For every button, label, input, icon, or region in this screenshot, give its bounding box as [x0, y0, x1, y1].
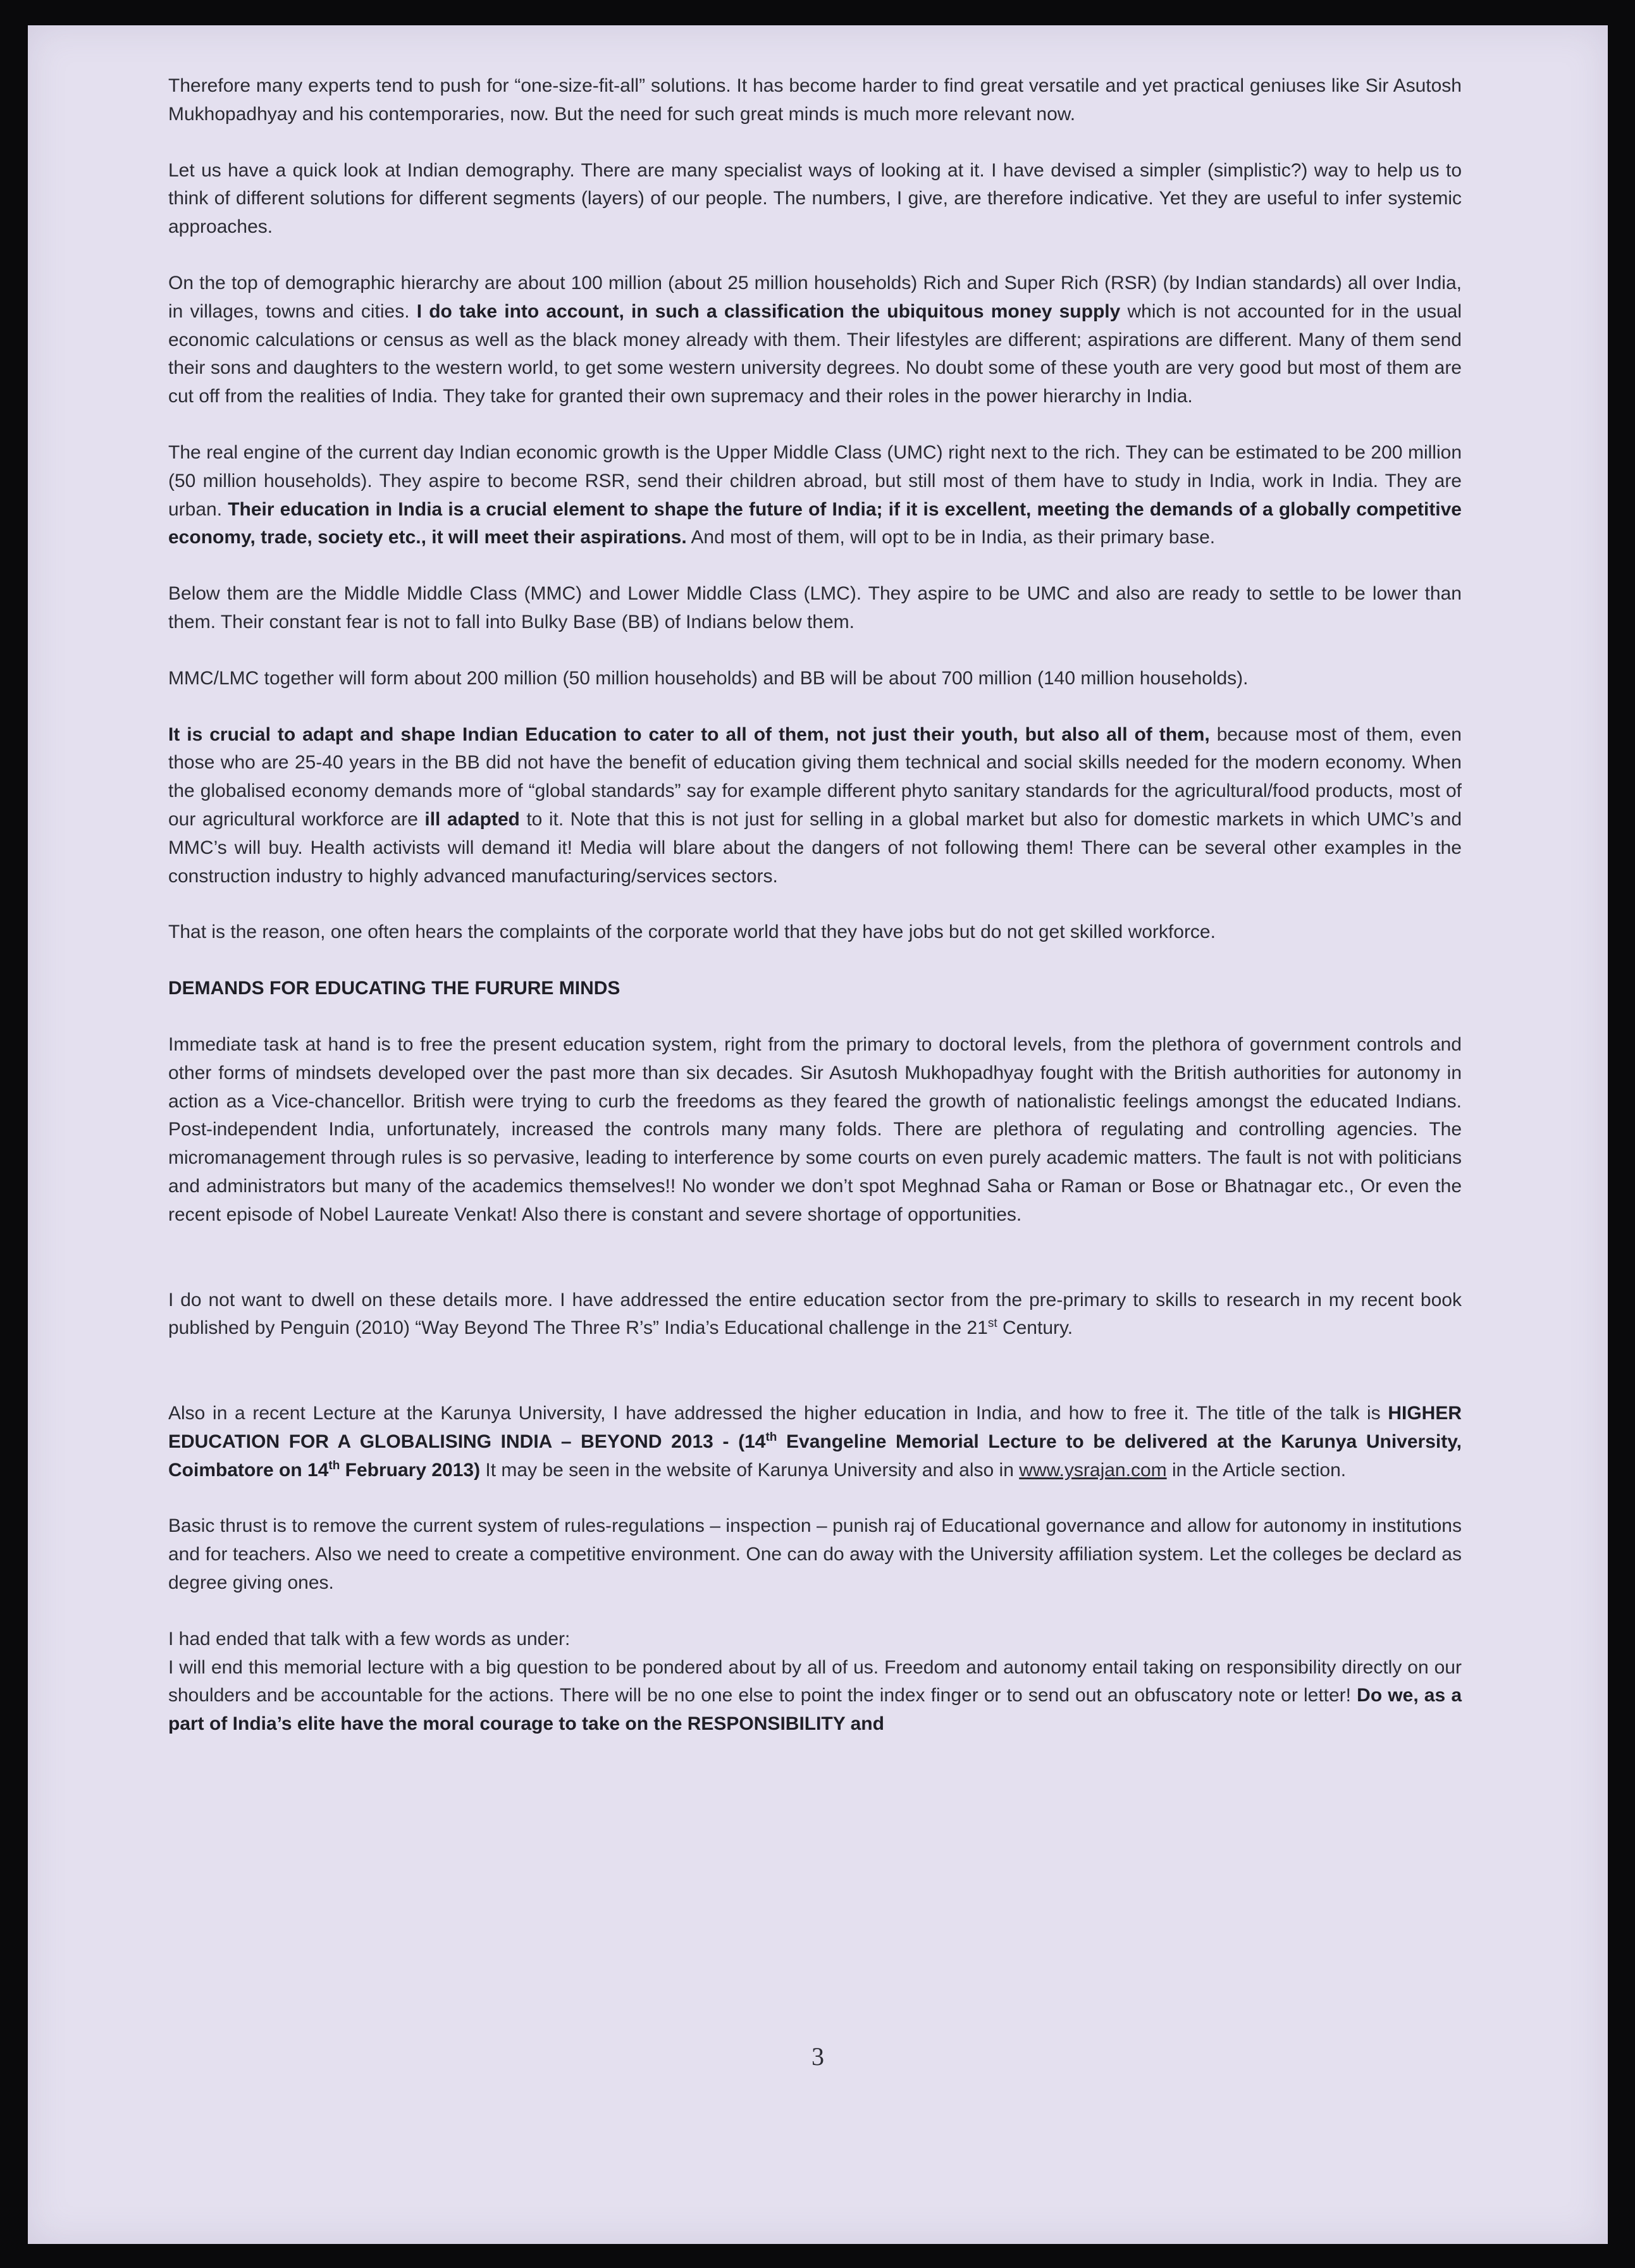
paragraph-one-size-fit-all: Therefore many experts tend to push for “one-size-fit-all” solutions. It has become harder to find great versatile and yet practical geniuses like Sir Asutosh Mukhopadhyay and his contemporaries, now. But the need for such great minds is much more relevant now. — [168, 75, 1462, 125]
paragraph-adapt-text-b: because most of them, even those who are 25-40 years in the BB did not have the benefit of education giving them technical and social skills needed for the modern economy. When the globalised economy demands more of “global standards” say for example different phyto sanitary standards for the agricultural/food products, most of our agricultural workforce are — [168, 724, 1462, 830]
section-heading: DEMANDS FOR EDUCATING THE FURURE MINDS — [168, 978, 620, 999]
superscript-th-one: th — [765, 1430, 777, 1444]
paragraph-karunya-bold-d: February 2013) — [340, 1459, 481, 1481]
paragraph-memorial-question — [168, 1654, 1462, 1739]
website-link[interactable]: www.ysrajan.com — [1019, 1459, 1167, 1481]
superscript-th-two: th — [328, 1458, 340, 1472]
paragraph-book-reference — [168, 1286, 1462, 1343]
document-body — [168, 72, 1462, 1766]
paragraph-adapt-text-d: to it. Note that this is not just for selling in a global market but also for domestic markets in which UMC’s and MMC’s will buy. Health activists will demand it! Media will blare about the dangers of not following them! There can be several other examples in the construction industry to highly advanced manufacturing/services sectors. — [168, 808, 1462, 887]
paragraph-demography: Let us have a quick look at Indian demography. There are many specialist ways of looking at it. I have devised a simpler (simplistic?) way to help us to think of different solutions for different segments (layers) of our people. The numbers, I give, are therefore indicative. Yet they are useful to infer systemic approaches. — [168, 159, 1462, 238]
paragraph-book-text-a: I do not want to dwell on these details more. I have addressed the entire education sector from the pre-primary to skills to research in my recent book published by Penguin (2010) “Way Beyond The Three R’s” India’s Educational challenge in the 21 — [168, 1289, 1462, 1339]
paragraph-karunya-text-e: It may be seen in the website of Karunya University and also in — [480, 1459, 1020, 1481]
paragraph-ended-talk: I had ended that talk with a few words as under: — [168, 1628, 571, 1649]
paragraph-immediate-task: Immediate task at hand is to free the present education system, right from the primary to doctoral levels, from the plethora of government controls and other forms of mindsets developed over the past more than six decades. Sir Asutosh Mukhopadhyay fought with the British authorities for autonomy in action as a Vice-chancellor. British were trying to curb the freedoms as they feared the growth of nationalistic feelings amongst the educated Indians. Post-independent India, unfortunately, increased the controls many many folds. There are plethora of regulating and controlling agencies. The micromanagement through rules is so pervasive, leading to interference by some courts on even purely academic matters. The fault is not with politicians and administrators but many of the academics themselves!! No wonder we don’t spot Meghnad Saha or Raman or Bose or Bhatnagar etc., Or even the recent episode of Nobel Laureate Venkat! Also there is constant and severe shortage of opportunities. — [168, 1033, 1462, 1225]
paragraph-karunya-bold-b: HIGHER EDUCATION FOR A GLOBALISING INDIA – BEYOND 2013 - (14 — [168, 1403, 1462, 1452]
paragraph-adapt-bold-a: It is crucial to adapt and shape Indian Education to cater to all of them, not just their youth, but also all of them, — [168, 724, 1210, 745]
paragraph-rich-bold: I do take into account, in such a classification the ubiquitous money supply — [416, 300, 1121, 322]
paragraph-middle-lower-middle: Below them are the Middle Middle Class (MMC) and Lower Middle Class (LMC). They aspire to be UMC and also are ready to settle to be lower than them. Their constant fear is not to fall into Bulky Base (BB) of Indians below them. — [168, 583, 1462, 632]
paragraph-rich-text-c: which is not accounted for in the usual economic calculations or census as well as the black money already with them. Their lifestyles are different; aspirations are different. Many of them send their sons and daughters to the western world, to get some western university degrees. No doubt some of these youth are very good but most of them are cut off from the realities of India. They take for granted their own supremacy and their roles in the power hierarchy in India. — [168, 300, 1462, 407]
paragraph-karunya-text-a: Also in a recent Lecture at the Karunya University, I have addressed the higher education in India, and how to free it. The title of the talk is — [168, 1403, 1388, 1424]
paragraph-rich-text-a: On the top of demographic hierarchy are about 100 million (about 25 million households) Rich and Super Rich (RSR) (by Indian standards) all over India, in villages, towns and cities. — [168, 272, 1462, 322]
superscript-st: st — [987, 1317, 997, 1331]
page-number: 3 — [811, 2042, 824, 2071]
paragraph-memorial-bold-b: Do we, as a part of India’s elite have the moral courage to take on the RESPONSIBILITY and — [168, 1685, 1462, 1735]
paragraph-basic-thrust: Basic thrust is to remove the current system of rules-regulations – inspection – punish raj of Educational governance and allow for autonomy in institutions and for teachers. Also we need to create a competitive environment. One can do away with the University affiliation system. Let the colleges be declard as degree giving ones. — [168, 1515, 1462, 1594]
paragraph-adapt-education — [168, 721, 1462, 891]
paragraph-corporate-complaints: That is the reason, one often hears the complaints of the corporate world that they have jobs but do not get skilled workforce. — [168, 921, 1216, 943]
paragraph-mmc-lmc-totals: MMC/LMC together will form about 200 million (50 million households) and BB will be about 700 million (140 million households). — [168, 667, 1249, 689]
paragraph-karunya-text-f: in the Article section. — [1166, 1459, 1347, 1481]
paragraph-memorial-text-a: I will end this memorial lecture with a big question to be pondered about by all of us. Freedom and autonomy entail taking on responsibility directly on our shoulders and be accountable for the actions. There will be no one else to point the index finger or to send out an obfuscatory note or letter! — [168, 1656, 1462, 1706]
paragraph-adapt-bold-c: ill adapted — [424, 808, 520, 830]
paragraph-umc-text-c: And most of them, will opt to be in India, as their primary base. — [686, 527, 1216, 548]
paragraph-karunya-bold-c: Evangeline Memorial Lecture to be delivered at the Karunya University, Coimbatore on 14 — [168, 1431, 1462, 1481]
paragraph-karunya-lecture — [168, 1400, 1462, 1484]
paragraph-umc-text-a: The real engine of the current day Indian economic growth is the Upper Middle Class (UMC) right next to the rich. They can be estimated to be 200 million (50 million households). They aspire to become RSR, send their children abroad, but still most of them have to study in India, work in India. They are urban. — [168, 441, 1462, 520]
paragraph-umc-bold: Their education in India is a crucial element to shape the future of India; if it is excellent, meeting the demands of a globally competitive economy, trade, society etc., it will meet their aspirations. — [168, 498, 1462, 548]
paragraph-book-text-b: Century. — [997, 1317, 1073, 1339]
paragraph-upper-middle-class — [168, 439, 1462, 552]
document-page — [28, 25, 1608, 2244]
paragraph-rich-super-rich — [168, 269, 1462, 411]
